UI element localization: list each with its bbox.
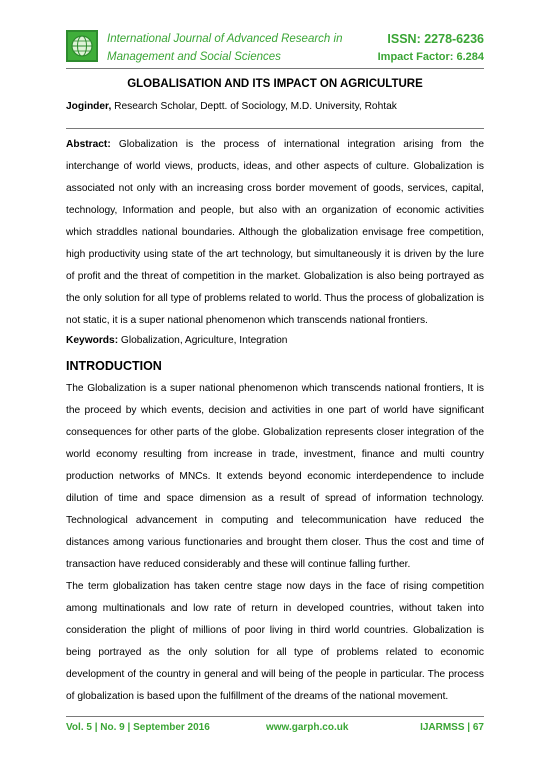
journal-logo-icon (66, 30, 98, 62)
impact-factor-label: Impact Factor: 6.284 (377, 51, 484, 63)
header-divider (66, 68, 484, 69)
journal-name-line2: Management and Social Sciences (107, 51, 281, 63)
journal-name-line1: International Journal of Advanced Research in (107, 33, 343, 45)
keywords-label: Keywords: (66, 335, 119, 346)
intro-paragraph-1: The Globalization is a super national phenomenon which transcends national frontiers, It is the proceed by which events, decision and activities in one part of world have significant consequences for other parts of the globe. Globalization represents closer integration of the world economy resulting from increase in trade, investment, finance and multi country production networks of MNCs. It extends beyond economic interdependence to include dilution of time and space dimension as a result of spread of information technology. Technological advancement in computing and telecommunication have reduced the distances among various functionaries and brought them closer. Thus the cost and time of transaction have reduced considerably and these will continue falling further. (66, 383, 484, 570)
journal-identifiers (378, 30, 484, 66)
volume-info: Vol. 5 | No. 9 | September 2016 (66, 722, 210, 733)
abstract-label: Abstract: (66, 139, 111, 150)
article-title: GLOBALISATION AND ITS IMPACT ON AGRICULTURE (127, 78, 423, 90)
page-footer (66, 722, 484, 738)
article-body (66, 76, 484, 708)
issn-label: ISSN: 2278-6236 (387, 32, 484, 46)
intro-paragraph-2: The term globalization has taken centre stage now days in the face of rising competition among multinationals and low rate of return in developed countries, without taken into consideration the plight of millions of poor living in third world countries. Globalization is being portrayed as the only solution for all type of problems related to economic development of the country in general and will being of the people in particular. The process of globalization is based upon the fulfillment of the dreams of the national movement. (66, 581, 484, 702)
section-heading-introduction: INTRODUCTION (66, 359, 162, 373)
author-name: Joginder, (66, 101, 112, 112)
author-divider (66, 128, 484, 129)
journal-header (66, 30, 484, 66)
keywords-line (66, 332, 484, 350)
footer-divider (66, 716, 484, 717)
author-line (66, 99, 484, 114)
website-link[interactable]: www.garph.co.uk (266, 722, 349, 733)
abstract-paragraph (66, 134, 484, 332)
page-number: IJARMSS | 67 (420, 722, 484, 733)
keywords-text: Globalization, Agriculture, Integration (118, 335, 288, 346)
abstract-text: Globalization is the process of international integration arising from the interchange of world views, products, ideas, and other aspects of culture. Globalization is associated not only with an increasing cross border movement of goods, services, capital, technology, Information and people, but also with an organization of economic activities which straddles national boundaries. Although the globalization envisage free competition, high productivity using state of the art technology, but simultaneously it is driven by the lure of profit and the threat of competition in the market. Globalization is also being portrayed as the only solution for all type of problems related to world. Thus the process of globalization is not static, it is a super national phenomenon which transcends national frontiers. (66, 139, 484, 326)
author-affiliation: Research Scholar, Deptt. of Sociology, M.D. University, Rohtak (111, 101, 397, 112)
journal-name (107, 30, 357, 66)
